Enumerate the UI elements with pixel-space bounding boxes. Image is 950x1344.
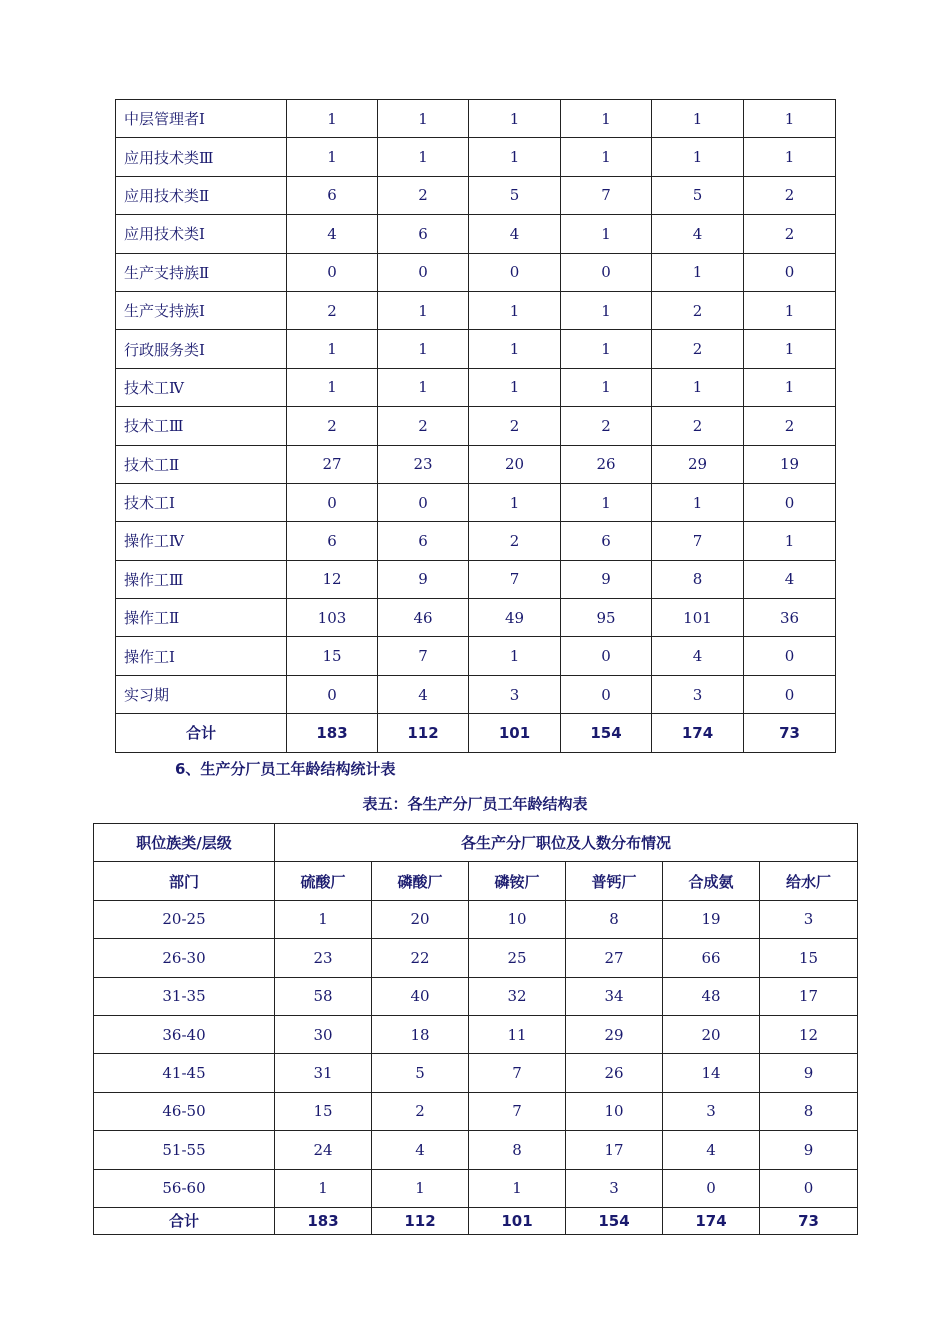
row-label: 技术工Ⅱ bbox=[116, 445, 287, 483]
table-cell: 112 bbox=[378, 714, 469, 752]
table-cell: 7 bbox=[652, 522, 744, 560]
table-cell: 2 bbox=[744, 176, 836, 214]
table-cell: 30 bbox=[275, 1015, 372, 1053]
plant-header: 硫酸厂 bbox=[275, 862, 372, 900]
table-cell: 7 bbox=[469, 1054, 566, 1092]
table-cell: 1 bbox=[744, 100, 836, 138]
table-cell: 20 bbox=[663, 1015, 760, 1053]
row-label: 操作工Ⅳ bbox=[116, 522, 287, 560]
table-cell: 5 bbox=[372, 1054, 469, 1092]
table-cell: 9 bbox=[760, 1131, 858, 1169]
table-cell: 2 bbox=[652, 407, 744, 445]
table-cell: 1 bbox=[378, 100, 469, 138]
table-cell: 4 bbox=[652, 215, 744, 253]
table-cell: 0 bbox=[561, 675, 652, 713]
header-distribution: 各生产分厂职位及人数分布情况 bbox=[275, 824, 858, 862]
row-label: 操作工Ⅲ bbox=[116, 560, 287, 598]
table-cell: 7 bbox=[469, 560, 561, 598]
table-cell: 20 bbox=[372, 900, 469, 938]
row-label: 操作工Ⅱ bbox=[116, 599, 287, 637]
plant-header: 磷酸厂 bbox=[372, 862, 469, 900]
table-cell: 9 bbox=[561, 560, 652, 598]
total-row bbox=[94, 1207, 858, 1234]
plant-header: 普钙厂 bbox=[566, 862, 663, 900]
table-cell: 1 bbox=[744, 522, 836, 560]
table-cell: 1 bbox=[287, 330, 378, 368]
table-cell: 174 bbox=[652, 714, 744, 752]
table-cell: 31 bbox=[275, 1054, 372, 1092]
row-label: 56-60 bbox=[94, 1169, 275, 1207]
table-cell: 0 bbox=[760, 1169, 858, 1207]
table-row bbox=[94, 1092, 858, 1130]
table-cell: 3 bbox=[663, 1092, 760, 1130]
plant-header: 给水厂 bbox=[760, 862, 858, 900]
table-cell: 1 bbox=[744, 368, 836, 406]
table-cell: 0 bbox=[287, 675, 378, 713]
table-cell: 1 bbox=[744, 291, 836, 329]
table-cell: 1 bbox=[561, 138, 652, 176]
row-label: 操作工Ⅰ bbox=[116, 637, 287, 675]
row-label: 合计 bbox=[116, 714, 287, 752]
table-caption: 表五：各生产分厂员工年龄结构表 bbox=[362, 795, 588, 813]
table-cell: 2 bbox=[652, 291, 744, 329]
table-cell: 1 bbox=[652, 138, 744, 176]
table-cell: 1 bbox=[469, 368, 561, 406]
table-cell: 95 bbox=[561, 599, 652, 637]
header-dept: 部门 bbox=[94, 862, 275, 900]
table-cell: 2 bbox=[744, 215, 836, 253]
row-label: 20-25 bbox=[94, 900, 275, 938]
table-cell: 29 bbox=[566, 1015, 663, 1053]
plant-header: 磷铵厂 bbox=[469, 862, 566, 900]
table-cell: 23 bbox=[378, 445, 469, 483]
table-cell: 1 bbox=[287, 138, 378, 176]
table-cell: 0 bbox=[287, 253, 378, 291]
table-cell: 1 bbox=[275, 900, 372, 938]
table-row bbox=[116, 483, 836, 521]
table-cell: 2 bbox=[652, 330, 744, 368]
table-cell: 4 bbox=[469, 215, 561, 253]
plant-header: 合成氨 bbox=[663, 862, 760, 900]
table-cell: 101 bbox=[652, 599, 744, 637]
table-cell: 0 bbox=[744, 675, 836, 713]
table-cell: 1 bbox=[372, 1169, 469, 1207]
table-cell: 0 bbox=[744, 637, 836, 675]
table-cell: 7 bbox=[561, 176, 652, 214]
table-cell: 0 bbox=[378, 483, 469, 521]
table-cell: 1 bbox=[561, 215, 652, 253]
table-cell: 1 bbox=[561, 368, 652, 406]
table-row bbox=[116, 637, 836, 675]
table-row bbox=[116, 675, 836, 713]
table-cell: 8 bbox=[469, 1131, 566, 1169]
table-cell: 18 bbox=[372, 1015, 469, 1053]
table-cell: 4 bbox=[663, 1131, 760, 1169]
table-cell: 6 bbox=[561, 522, 652, 560]
row-label: 生产支持族Ⅱ bbox=[116, 253, 287, 291]
table-cell: 0 bbox=[744, 483, 836, 521]
section-title: 6、生产分厂员工年龄结构统计表 bbox=[175, 760, 396, 778]
table-cell: 17 bbox=[760, 977, 858, 1015]
table-cell: 1 bbox=[652, 368, 744, 406]
table-cell: 1 bbox=[652, 483, 744, 521]
table-cell: 2 bbox=[744, 407, 836, 445]
table-cell: 1 bbox=[744, 138, 836, 176]
table-cell: 14 bbox=[663, 1054, 760, 1092]
table-cell: 1 bbox=[469, 291, 561, 329]
row-label: 46-50 bbox=[94, 1092, 275, 1130]
table-cell: 154 bbox=[566, 1207, 663, 1234]
table-cell: 0 bbox=[561, 253, 652, 291]
table-cell: 17 bbox=[566, 1131, 663, 1169]
table-cell: 1 bbox=[378, 291, 469, 329]
table-cell: 4 bbox=[378, 675, 469, 713]
table-cell: 29 bbox=[652, 445, 744, 483]
table-cell: 1 bbox=[744, 330, 836, 368]
table-cell: 101 bbox=[469, 1207, 566, 1234]
table-cell: 3 bbox=[760, 900, 858, 938]
table-cell: 1 bbox=[469, 330, 561, 368]
table-cell: 24 bbox=[275, 1131, 372, 1169]
table-cell: 0 bbox=[561, 637, 652, 675]
header-row bbox=[94, 824, 858, 862]
table-cell: 2 bbox=[378, 176, 469, 214]
dept-row bbox=[94, 862, 858, 900]
table-cell: 23 bbox=[275, 939, 372, 977]
table-cell: 1 bbox=[287, 100, 378, 138]
table-cell: 183 bbox=[275, 1207, 372, 1234]
row-label: 技术工Ⅲ bbox=[116, 407, 287, 445]
table-cell: 1 bbox=[469, 138, 561, 176]
table-row bbox=[94, 900, 858, 938]
table-cell: 112 bbox=[372, 1207, 469, 1234]
table-row bbox=[94, 1015, 858, 1053]
table-cell: 0 bbox=[744, 253, 836, 291]
table-cell: 32 bbox=[469, 977, 566, 1015]
total-row bbox=[116, 714, 836, 752]
row-label: 36-40 bbox=[94, 1015, 275, 1053]
table-cell: 10 bbox=[566, 1092, 663, 1130]
table-row bbox=[116, 215, 836, 253]
row-label: 应用技术类Ⅰ bbox=[116, 215, 287, 253]
table-cell: 6 bbox=[378, 522, 469, 560]
table-cell: 2 bbox=[469, 407, 561, 445]
table-cell: 1 bbox=[561, 330, 652, 368]
table-cell: 4 bbox=[744, 560, 836, 598]
table-cell: 25 bbox=[469, 939, 566, 977]
table-cell: 5 bbox=[652, 176, 744, 214]
table-cell: 73 bbox=[760, 1207, 858, 1234]
table-cell: 73 bbox=[744, 714, 836, 752]
table-cell: 8 bbox=[652, 560, 744, 598]
table-cell: 101 bbox=[469, 714, 561, 752]
table-cell: 22 bbox=[372, 939, 469, 977]
table-cell: 10 bbox=[469, 900, 566, 938]
table-cell: 6 bbox=[287, 176, 378, 214]
table-cell: 9 bbox=[378, 560, 469, 598]
table-cell: 20 bbox=[469, 445, 561, 483]
table-cell: 26 bbox=[566, 1054, 663, 1092]
row-label: 41-45 bbox=[94, 1054, 275, 1092]
table-cell: 2 bbox=[287, 407, 378, 445]
table-cell: 2 bbox=[378, 407, 469, 445]
table-cell: 15 bbox=[275, 1092, 372, 1130]
table-row bbox=[116, 599, 836, 637]
row-label: 应用技术类Ⅱ bbox=[116, 176, 287, 214]
row-label: 应用技术类Ⅲ bbox=[116, 138, 287, 176]
table-cell: 66 bbox=[663, 939, 760, 977]
table-cell: 2 bbox=[287, 291, 378, 329]
table-cell: 1 bbox=[652, 253, 744, 291]
table-row bbox=[94, 1169, 858, 1207]
table-cell: 5 bbox=[469, 176, 561, 214]
table-cell: 7 bbox=[469, 1092, 566, 1130]
table-cell: 1 bbox=[469, 100, 561, 138]
table-cell: 1 bbox=[561, 483, 652, 521]
table-cell: 8 bbox=[760, 1092, 858, 1130]
table-cell: 19 bbox=[744, 445, 836, 483]
table-cell: 4 bbox=[372, 1131, 469, 1169]
table-cell: 1 bbox=[378, 368, 469, 406]
table-cell: 1 bbox=[469, 637, 561, 675]
table-cell: 58 bbox=[275, 977, 372, 1015]
table-cell: 0 bbox=[663, 1169, 760, 1207]
table-cell: 183 bbox=[287, 714, 378, 752]
table-row bbox=[94, 1054, 858, 1092]
table-cell: 6 bbox=[378, 215, 469, 253]
table-cell: 49 bbox=[469, 599, 561, 637]
table-row bbox=[116, 138, 836, 176]
table-cell: 19 bbox=[663, 900, 760, 938]
table-cell: 1 bbox=[469, 483, 561, 521]
table-row bbox=[116, 560, 836, 598]
table-cell: 48 bbox=[663, 977, 760, 1015]
table-cell: 3 bbox=[652, 675, 744, 713]
table-cell: 2 bbox=[469, 522, 561, 560]
table-cell: 154 bbox=[561, 714, 652, 752]
table-cell: 1 bbox=[561, 100, 652, 138]
table-row bbox=[94, 977, 858, 1015]
table-cell: 34 bbox=[566, 977, 663, 1015]
table-cell: 6 bbox=[287, 522, 378, 560]
position-distribution-table bbox=[115, 99, 836, 753]
table-row bbox=[116, 407, 836, 445]
table-row bbox=[116, 368, 836, 406]
row-label: 31-35 bbox=[94, 977, 275, 1015]
table-cell: 7 bbox=[378, 637, 469, 675]
table-cell: 174 bbox=[663, 1207, 760, 1234]
table-cell: 46 bbox=[378, 599, 469, 637]
table-cell: 26 bbox=[561, 445, 652, 483]
table-cell: 15 bbox=[287, 637, 378, 675]
table-row bbox=[116, 176, 836, 214]
row-label: 51-55 bbox=[94, 1131, 275, 1169]
table-cell: 0 bbox=[287, 483, 378, 521]
table-row bbox=[94, 1131, 858, 1169]
table-cell: 1 bbox=[378, 330, 469, 368]
table-cell: 36 bbox=[744, 599, 836, 637]
table-row bbox=[116, 291, 836, 329]
row-label: 实习期 bbox=[116, 675, 287, 713]
table-cell: 0 bbox=[378, 253, 469, 291]
table-cell: 4 bbox=[652, 637, 744, 675]
row-label: 26-30 bbox=[94, 939, 275, 977]
table-cell: 9 bbox=[760, 1054, 858, 1092]
table-cell: 3 bbox=[566, 1169, 663, 1207]
table-cell: 12 bbox=[760, 1015, 858, 1053]
table-cell: 40 bbox=[372, 977, 469, 1015]
table-cell: 103 bbox=[287, 599, 378, 637]
table-cell: 1 bbox=[287, 368, 378, 406]
table-cell: 1 bbox=[652, 100, 744, 138]
table-row bbox=[116, 100, 836, 138]
table-row bbox=[116, 522, 836, 560]
table-cell: 8 bbox=[566, 900, 663, 938]
header-position-level: 职位族类/层级 bbox=[94, 824, 275, 862]
row-label: 合计 bbox=[94, 1207, 275, 1234]
table-cell: 2 bbox=[561, 407, 652, 445]
table-cell: 1 bbox=[378, 138, 469, 176]
row-label: 中层管理者Ⅰ bbox=[116, 100, 287, 138]
table-row bbox=[94, 939, 858, 977]
table-cell: 1 bbox=[275, 1169, 372, 1207]
table-cell: 27 bbox=[566, 939, 663, 977]
table-cell: 12 bbox=[287, 560, 378, 598]
table-cell: 27 bbox=[287, 445, 378, 483]
age-structure-table bbox=[93, 823, 858, 1235]
table-row bbox=[116, 445, 836, 483]
table-cell: 4 bbox=[287, 215, 378, 253]
row-label: 生产支持族Ⅰ bbox=[116, 291, 287, 329]
table-cell: 15 bbox=[760, 939, 858, 977]
row-label: 技术工Ⅰ bbox=[116, 483, 287, 521]
table-cell: 3 bbox=[469, 675, 561, 713]
table-row bbox=[116, 253, 836, 291]
table-cell: 2 bbox=[372, 1092, 469, 1130]
row-label: 技术工Ⅳ bbox=[116, 368, 287, 406]
table-cell: 1 bbox=[561, 291, 652, 329]
table-cell: 1 bbox=[469, 1169, 566, 1207]
table-row bbox=[116, 330, 836, 368]
row-label: 行政服务类Ⅰ bbox=[116, 330, 287, 368]
table-cell: 0 bbox=[469, 253, 561, 291]
table-cell: 11 bbox=[469, 1015, 566, 1053]
